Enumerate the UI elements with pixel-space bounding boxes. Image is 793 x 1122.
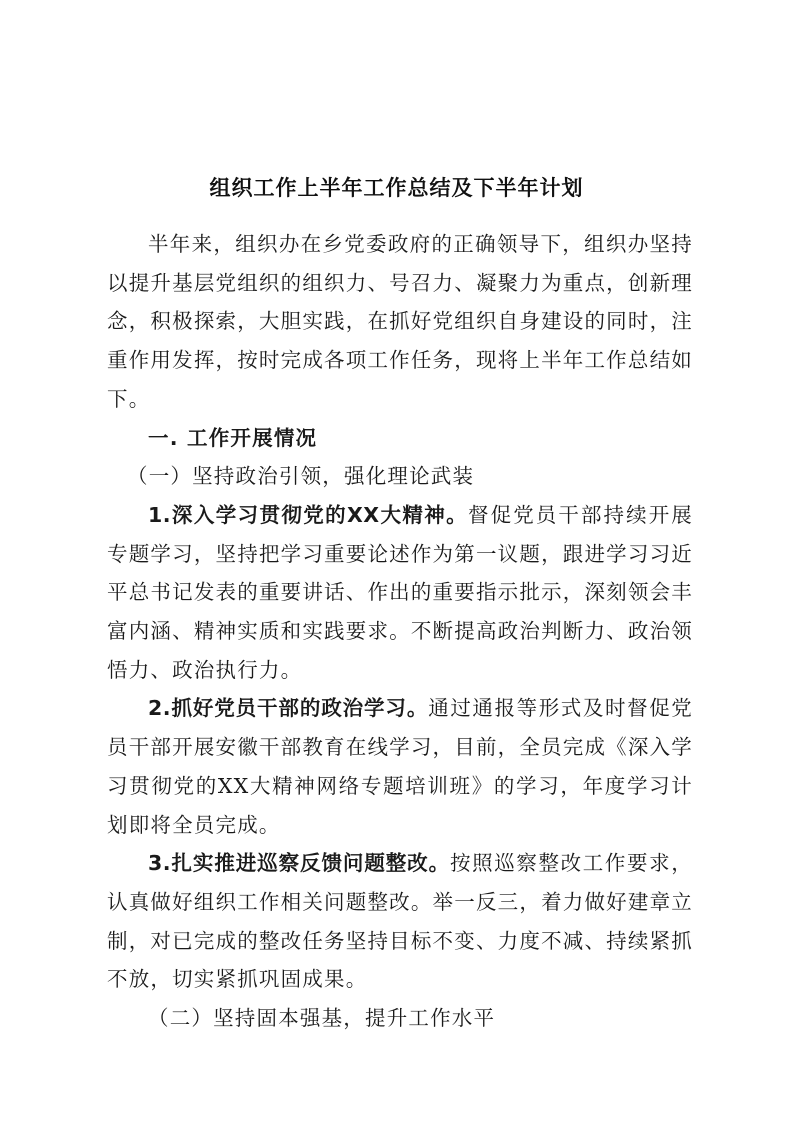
document-title: 组织工作上半年工作总结及下半年计划 <box>209 176 584 200</box>
document-body <box>107 225 693 1038</box>
item-text: 督促党员干部持续开展专题学习，坚持把学习重要论述作为第一议题，跟进学习习近平总书记发表的重要讲话、作出的重要指示批示，深刻领会丰富内涵、精神实质和实践要求。不断提高政治判断力、政治领悟力、政治执行力。 <box>107 502 694 682</box>
list-item <box>107 844 693 999</box>
list-item <box>107 496 693 690</box>
section-heading-1: 一. 工作开展情况 <box>148 425 318 450</box>
item-text: 通过通报等形式及时督促党员干部开展安徽干部教育在线学习，目前，全员完成《深入学习贯彻党的XX大精神网络专题培训班》的学习，年度学习计划即将全员完成。 <box>107 696 693 837</box>
subsection-heading-1: （一）坚持政治引领，强化理论武装 <box>127 464 475 489</box>
subsection-heading-2: （二）坚持固本强基，提升工作水平 <box>148 1006 496 1031</box>
item-lead: 3.扎实推进巡察反馈问题整改。 <box>148 851 451 876</box>
item-lead: 2.抓好党员干部的政治学习。 <box>148 696 429 721</box>
intro-paragraph: 半年来，组织办在乡党委政府的正确领导下，组织办坚持以提升基层党组织的组织力、号召力、凝聚力为重点，创新理念，积极探索，大胆实践，在抓好党组织自身建设的同时，注重作用发挥，按时完成各项工作任务，现将上半年工作总结如下。 <box>107 232 693 411</box>
item-lead: 1.深入学习贯彻党的XX大精神。 <box>148 502 469 527</box>
list-item <box>107 689 693 844</box>
item-text: 按照巡察整改工作要求，认真做好组织工作相关问题整改。举一反三，着力做好建章立制，对已完成的整改任务坚持目标不变、力度不减、持续紧抓不放，切实紧抓巩固成果。 <box>107 851 693 992</box>
